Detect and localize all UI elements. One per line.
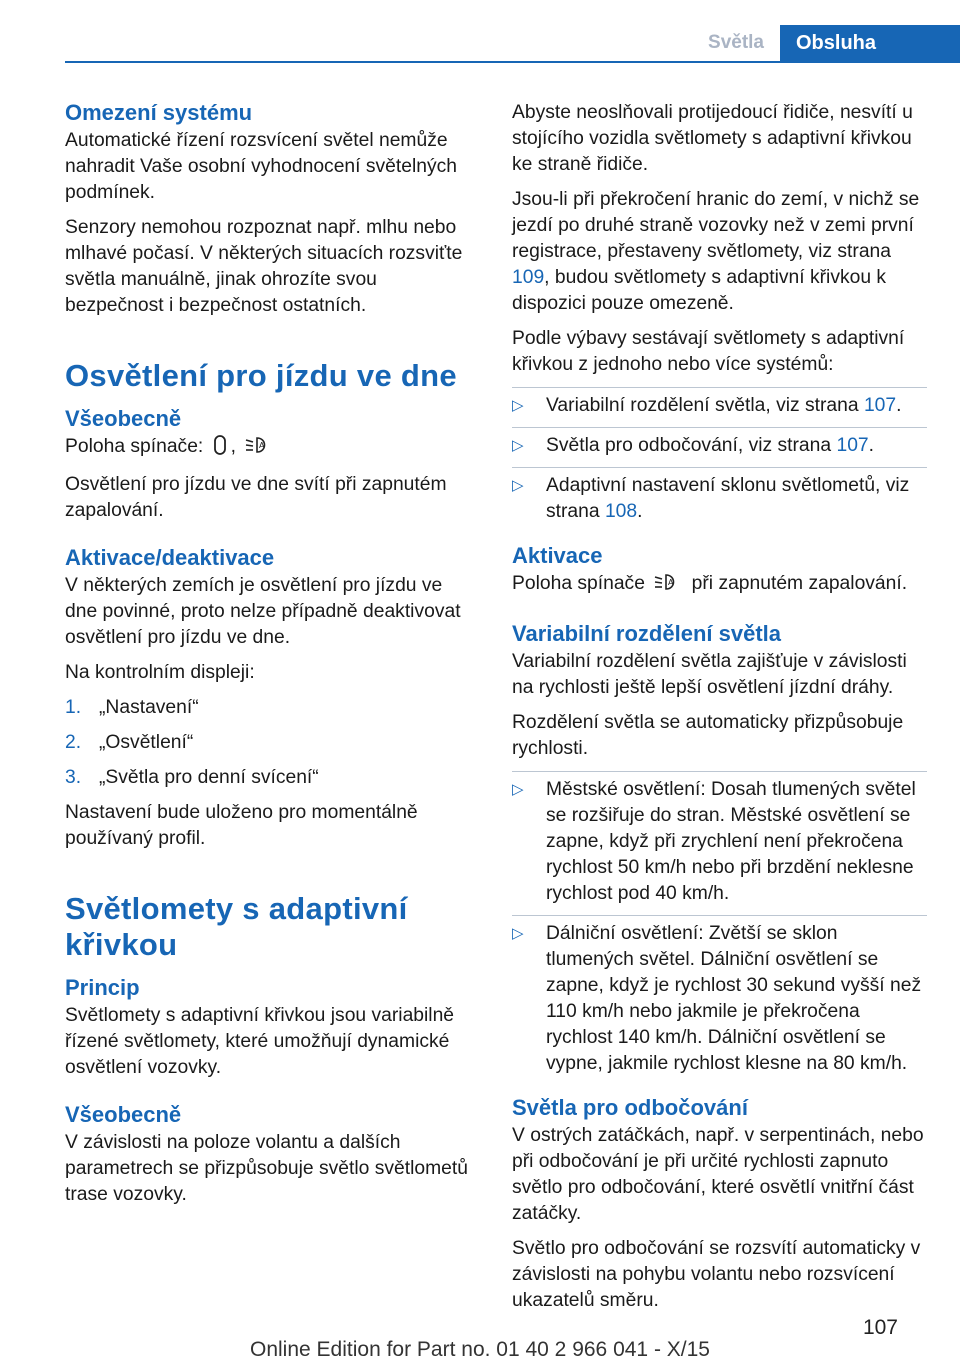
- princip-paragraph: Světlomety s adaptivní křivkou jsou variabilně řízené světlomety, které umožňují dynamické osvětlení vozovky.: [65, 1005, 455, 1078]
- omezeni-paragraph-1: Automatické řízení rozsvícení světel nemůže nahradit Vaše osobní vyhodnocení světelných podmínek.: [65, 130, 457, 203]
- section-tab[interactable]: Světla: [708, 32, 764, 53]
- systems-list: [512, 387, 927, 533]
- triangle-bullet-icon: ▷: [512, 437, 524, 454]
- page-number: 107: [862, 1316, 898, 1339]
- page-link[interactable]: 108: [604, 501, 638, 522]
- right-column: [512, 100, 927, 1323]
- aktivace-paragraph: Poloha spínače A při zapnutém zapalování.: [512, 571, 927, 600]
- dazzle-paragraph: Abyste neoslňovali protijedoucí řidiče, nesvítí u stojícího vozidla světlomety s adaptivní křivkou ke straně řidiče.: [512, 102, 913, 175]
- list-item: 1. „Nastavení“: [65, 697, 199, 718]
- switch-separator: ,: [230, 436, 237, 457]
- border-crossing-paragraph: Jsou-li při překročení hranic do zemí, v nichž se jezdí po druhé straně vozovky než v zemi první registrace, přestaveny světlomety, viz strana 109, budou světlomety s adaptivní křivkou k dispozici pouze omezeně.: [512, 189, 920, 314]
- saved-profile-paragraph: Nastavení bude uloženo pro momentálně používaný profil.: [65, 802, 418, 849]
- cornering-paragraph-1: V ostrých zatáčkách, např. v serpentinách, nebo při odbočování je při určité rychlosti zapnuto světlo pro odbočování, které osvětlí vnitřní část zatáčky.: [512, 1125, 924, 1224]
- svg-text:A: A: [259, 441, 265, 450]
- triangle-bullet-icon: ▷: [512, 397, 524, 414]
- chapter-tab[interactable]: Obsluha: [780, 25, 960, 61]
- display-intro: Na kontrolním displeji:: [65, 662, 255, 683]
- list-item: 3. „Světla pro denní svícení“: [65, 767, 319, 788]
- variable-light-paragraph-2: Rozdělení světla se automaticky přizpůsobuje rychlosti.: [512, 712, 904, 759]
- triangle-bullet-icon: ▷: [512, 925, 524, 942]
- activation-paragraph: V některých zemích je osvětlení pro jízdu ve dne povinné, proto nelze případně deaktivovat osvětlení pro jízdu ve dne.: [65, 575, 461, 648]
- systems-intro: Podle výbavy sestávají světlomety s adaptivní křivkou z jednoho nebo více systémů:: [512, 328, 905, 375]
- auto-headlight-icon: [245, 435, 273, 463]
- page-link[interactable]: 107: [863, 395, 897, 416]
- footer: [0, 1316, 960, 1362]
- day-lights-heading: Osvětlení pro jízdu ve dne: [65, 358, 457, 393]
- triangle-bullet-icon: ▷: [512, 781, 524, 798]
- vseobecne-paragraph-2: V závislosti na poloze volantu a dalších parametrech se přizpůsobuje světlo světlometů trase vozovky.: [65, 1132, 468, 1205]
- vseobecne-heading-1: Všeobecně: [65, 406, 182, 431]
- light-modes-list: [512, 771, 927, 1085]
- princip-heading: Princip: [65, 975, 140, 1000]
- edition-note: Online Edition for Part no. 01 40 2 966 041 - X/15: [250, 1338, 710, 1361]
- omezeni-heading: Omezení systému: [65, 100, 253, 125]
- page-link-109[interactable]: 109: [512, 267, 545, 288]
- cornering-light-heading: Světla pro odbočování: [512, 1095, 748, 1120]
- day-lights-paragraph: Osvětlení pro jízdu ve dne svítí při zapnutém zapalování.: [65, 474, 447, 521]
- auto-headlight-icon: [654, 572, 682, 600]
- variable-light-heading: Variabilní rozdělení světla: [512, 621, 781, 646]
- header-tabs: [708, 25, 960, 61]
- vseobecne-heading-2: Všeobecně: [65, 1102, 182, 1127]
- svg-text:A: A: [668, 578, 674, 587]
- triangle-bullet-icon: ▷: [512, 477, 524, 494]
- page-link[interactable]: 107: [836, 435, 869, 456]
- activation-deactivation-heading: Aktivace/deaktivace: [65, 545, 275, 570]
- list-item: ▷ Světla pro odbočování, viz strana 107.: [512, 427, 927, 467]
- switch-position-line: [65, 434, 475, 463]
- cornering-paragraph-2: Světlo pro odbočování se rozsvítí automaticky v závislosti na pohybu volantu nebo rozsvícení ukazatelů směru.: [512, 1238, 921, 1311]
- settings-steps: [65, 695, 475, 791]
- list-item: ▷ Městské osvětlení: Dosah tlumených světel se rozšiřuje do stran. Městské osvětlení se zapne, když při zrychlení není překročena rychlost 50 km/h nebo při brzdění neklesne rychlost pod 40 km/h.: [512, 771, 927, 915]
- adaptive-headlights-heading: Světlomety s adaptivní křivkou: [65, 891, 408, 962]
- left-column: [65, 100, 475, 1217]
- omezeni-paragraph-2: Senzory nemohou rozpoznat např. mlhu nebo mlhavé počasí. V některých situacích rozsviťte světla manuálně, jinak ohrozíte svou bezpečnost i bezpečnost ostatních.: [65, 217, 463, 316]
- variable-light-paragraph-1: Variabilní rozdělení světla zajišťuje v závislosti na rychlosti ještě lepší osvětlení jízdní dráhy.: [512, 651, 907, 698]
- switch-position-label: Poloha spínače:: [65, 436, 204, 457]
- list-item: ▷ Adaptivní nastavení sklonu světlometů, viz strana 108.: [512, 467, 927, 533]
- header-rule: [65, 61, 960, 63]
- list-item: ▷ Dálniční osvětlení: Zvětší se sklon tlumených světel. Dálniční osvětlení se zapne, když je rychlost 30 sekund vyšší než 110 km/h nebo jakmile je překročena rychlost 140 km/h. Dálniční osvětlení se vypne, jakmile rychlost klesne na 80 km/h.: [512, 915, 927, 1085]
- list-item: ▷ Variabilní rozdělení světla, viz strana 107.: [512, 387, 927, 427]
- switch-off-icon: [213, 435, 227, 463]
- list-item: 2. „Osvětlení“: [65, 732, 194, 753]
- aktivace-heading: Aktivace: [512, 543, 603, 568]
